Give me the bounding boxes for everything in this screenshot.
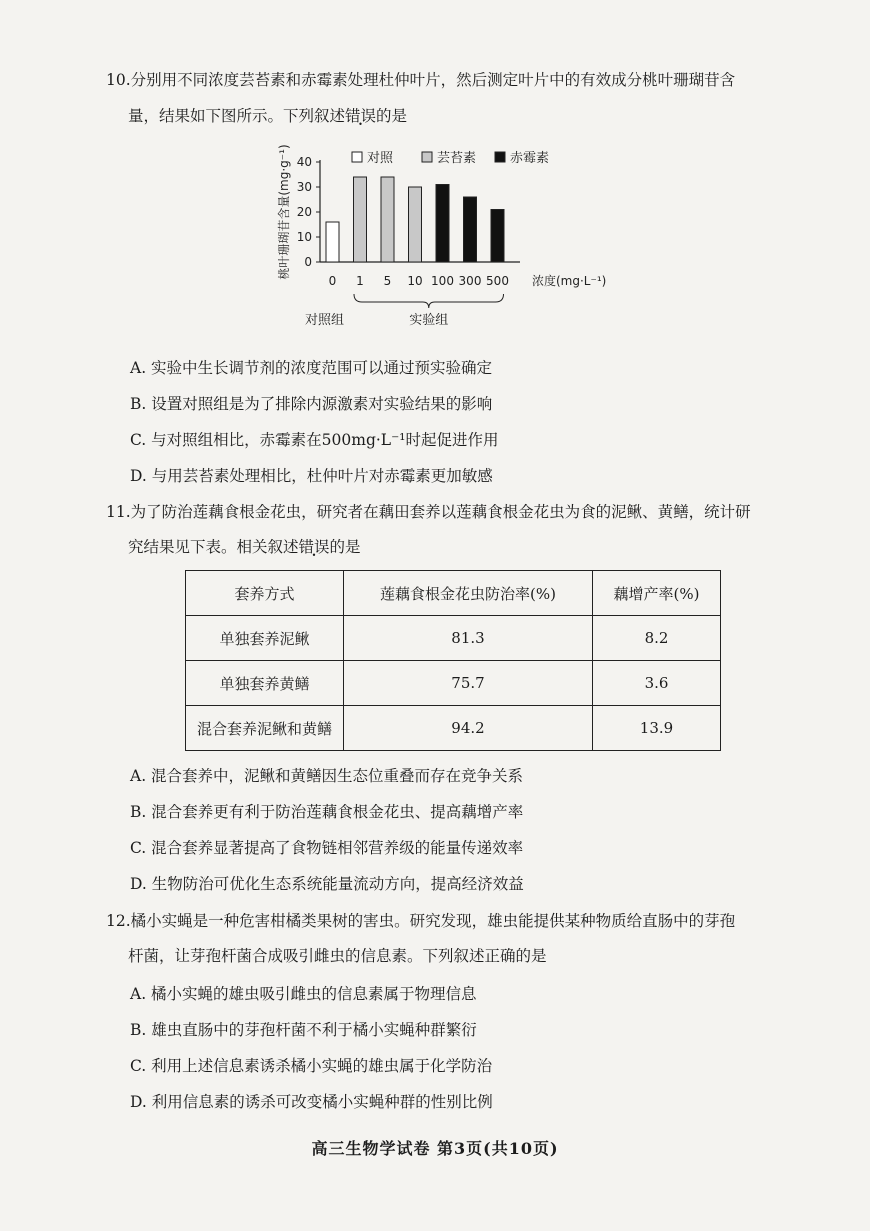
table-header: 套养方式 bbox=[186, 571, 344, 616]
experiment-group-bracket bbox=[354, 294, 504, 308]
table-cell: 75.7 bbox=[344, 661, 593, 706]
table-row bbox=[186, 616, 721, 661]
q10-stem-post: 的是 bbox=[376, 107, 408, 125]
bar-赤霉素-500 bbox=[491, 210, 504, 263]
y-tick-label: 20 bbox=[296, 205, 312, 219]
legend-swatch-芸苔素 bbox=[422, 152, 432, 162]
x-tick-label: 1 bbox=[356, 274, 364, 288]
table-header: 莲藕食根金花虫防治率(%) bbox=[344, 571, 593, 616]
q12-stem-line1: 12.橘小实蝇是一种危害柑橘类果树的害虫。研究发现，雄虫能提供某种物质给直肠中的芽孢 bbox=[106, 912, 736, 930]
experiment-group-label: 实验组 bbox=[409, 313, 449, 328]
legend-label: 芸苔素 bbox=[437, 151, 477, 166]
bar-赤霉素-300 bbox=[464, 197, 477, 262]
table-cell: 81.3 bbox=[344, 616, 593, 661]
bar-芸苔素-10 bbox=[409, 187, 422, 262]
table-cell: 94.2 bbox=[344, 706, 593, 751]
q12-stem-line2: 杆菌，让芽孢杆菌合成吸引雌虫的信息素。下列叙述正确的是 bbox=[128, 947, 547, 965]
q10-option-a: A. 实验中生长调节剂的浓度范围可以通过预实验确定 bbox=[130, 359, 493, 377]
x-tick-label: 500 bbox=[486, 274, 509, 288]
q10-option-b: B. 设置对照组是为了排除内源激素对实验结果的影响 bbox=[130, 395, 493, 413]
bar-芸苔素-5 bbox=[381, 177, 394, 262]
q11-stem-post: 的是 bbox=[329, 538, 361, 556]
x-tick-label: 100 bbox=[431, 274, 454, 288]
q11-option-b: B. 混合套养更有利于防治莲藕食根金花虫、提高藕增产率 bbox=[130, 803, 524, 821]
y-tick-label: 0 bbox=[304, 255, 312, 269]
q10-option-d: D. 与用芸苔素处理相比，杜仲叶片对赤霉素更加敏感 bbox=[130, 467, 493, 485]
q12-option-c: C. 利用上述信息素诱杀橘小实蝇的雄虫属于化学防治 bbox=[130, 1057, 493, 1075]
legend-swatch-对照 bbox=[352, 152, 362, 162]
q10-stem-line2 bbox=[128, 104, 407, 126]
q11-stem-line1: 11.为了防治莲藕食根金花虫，研究者在藕田套养以莲藕食根金花虫为食的泥鳅、黄鳝，统计研 bbox=[106, 503, 751, 521]
table-header: 藕增产率(%) bbox=[593, 571, 721, 616]
q11-option-a: A. 混合套养中，泥鳅和黄鳝因生态位重叠而存在竞争关系 bbox=[130, 767, 524, 785]
table-cell: 单独套养黄鳝 bbox=[186, 661, 344, 706]
legend-label: 赤霉素 bbox=[510, 151, 550, 166]
q11-stem-emph: 错误 bbox=[298, 538, 330, 556]
x-axis-label: 浓度(mg·L⁻¹) bbox=[532, 274, 607, 288]
q10-stem-pre: 量，结果如下图所示。下列叙述 bbox=[128, 107, 346, 125]
x-tick-label: 300 bbox=[458, 274, 482, 288]
table-cell: 单独套养泥鳅 bbox=[186, 616, 344, 661]
control-group-label: 对照组 bbox=[304, 313, 345, 328]
legend-swatch-赤霉素 bbox=[495, 152, 505, 162]
x-tick-label: 10 bbox=[407, 274, 423, 288]
bar-赤霉素-100 bbox=[436, 185, 449, 263]
q12-option-a: A. 橘小实蝇的雄虫吸引雌虫的信息素属于物理信息 bbox=[130, 985, 477, 1003]
bar-芸苔素-1 bbox=[354, 177, 367, 262]
q12-option-d: D. 利用信息素的诱杀可改变橘小实蝇种群的性别比例 bbox=[130, 1093, 493, 1111]
table-cell: 混合套养泥鳅和黄鳝 bbox=[186, 706, 344, 751]
x-tick-label: 0 bbox=[328, 274, 337, 288]
q12-option-b: B. 雄虫直肠中的芽孢杆菌不利于橘小实蝇种群繁衍 bbox=[130, 1021, 477, 1039]
table-cell: 3.6 bbox=[593, 661, 721, 706]
table-row bbox=[186, 661, 721, 706]
x-tick-label: 5 bbox=[383, 274, 392, 288]
page-footer: 高三生物学试卷 第3页(共10页) bbox=[311, 1139, 559, 1158]
legend-label: 对照 bbox=[367, 151, 394, 166]
y-tick-label: 30 bbox=[296, 180, 312, 194]
q11-stem-pre: 究结果见下表。相关叙述 bbox=[128, 538, 299, 556]
q10-stem-line1: 10.分别用不同浓度芸苔素和赤霉素处理杜仲叶片，然后测定叶片中的有效成分桃叶珊瑚苷含 bbox=[106, 71, 736, 89]
q11-results-table bbox=[185, 570, 721, 751]
table-header-row bbox=[186, 571, 721, 616]
q10-stem-emph: 错误 bbox=[345, 107, 377, 125]
table-cell: 8.2 bbox=[593, 616, 721, 661]
q10-bar-chart bbox=[270, 140, 610, 340]
table-cell: 13.9 bbox=[593, 706, 721, 751]
q11-option-c: C. 混合套养显著提高了食物链相邻营养级的能量传递效率 bbox=[130, 839, 524, 857]
table-row bbox=[186, 706, 721, 751]
q10-option-c: C. 与对照组相比，赤霉素在500mg·L⁻¹时起促进作用 bbox=[130, 431, 499, 449]
y-tick-label: 40 bbox=[296, 155, 312, 169]
y-tick-label: 10 bbox=[296, 230, 312, 244]
q11-stem-line2 bbox=[128, 535, 361, 557]
bar-对照-0 bbox=[326, 222, 339, 262]
q11-option-d: D. 生物防治可优化生态系统能量流动方向，提高经济效益 bbox=[130, 875, 524, 893]
y-axis-label: 桃叶珊瑚苷含量(mg·g⁻¹) bbox=[277, 144, 291, 280]
